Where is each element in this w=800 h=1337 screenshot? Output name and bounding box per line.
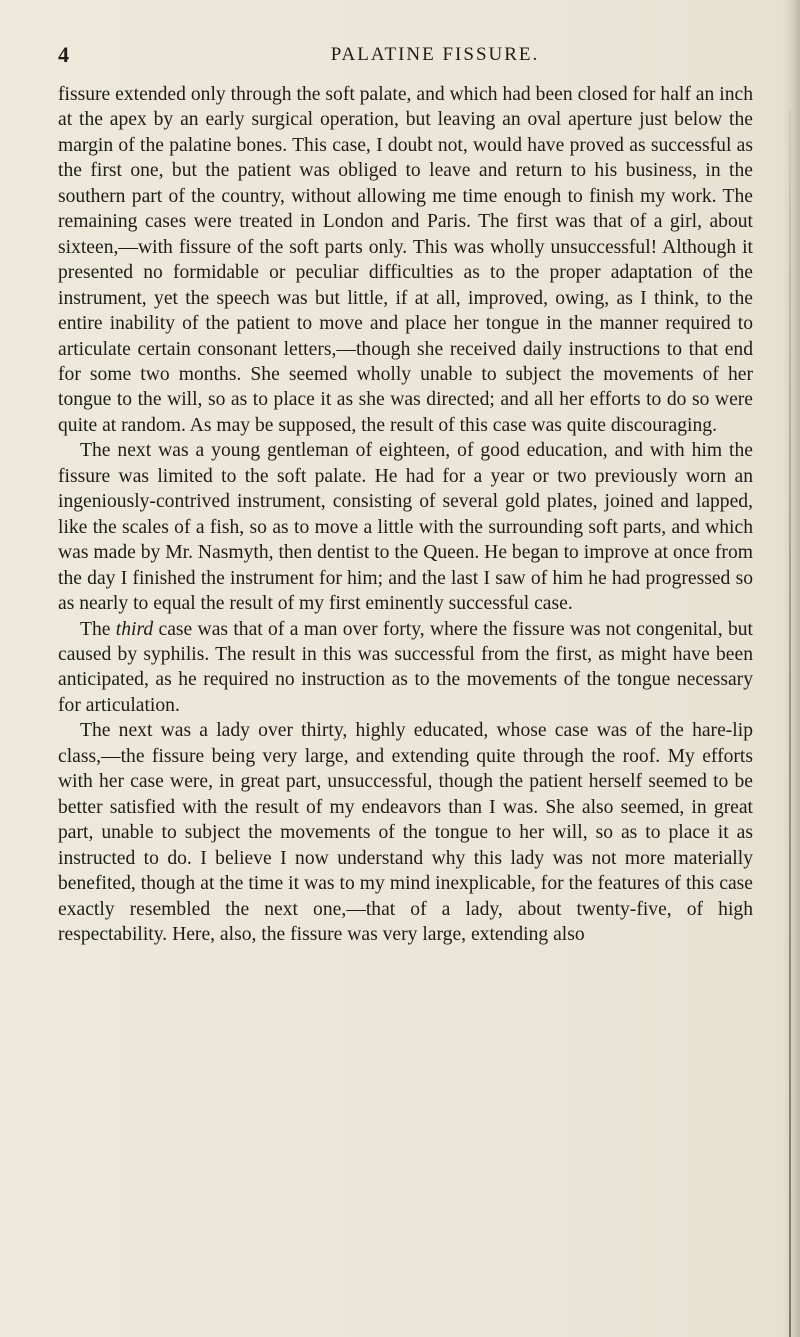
page-edge-line: [789, 110, 791, 1337]
page-edge-shadow: [782, 0, 800, 1337]
paragraph: The third case was that of a man over forty, where the fissure was not congenital, but caused by syphilis. The result in this was successful from the first, as might have been anticipated, as he required no instruction as to the movements of the tongue necessary for articulation.: [58, 618, 753, 716]
page-number: 4: [58, 42, 69, 67]
paragraph-continued: fissure extended only through the soft palate, and which had been closed for half an inch at the apex by an early surgical operation, but leaving an oval aperture just below the margin of the palatine bones. This case, I doubt not, would have proved as successful as the first one, but the patient was obliged to leave and return to his business, in the southern part of the country, without allowing me time enough to finish my work. The remaining cases were treated in London and Paris. The first was that of a girl, about sixteen,—with fissure of the soft parts only. This was wholly unsuccessful! Although it presented no formidable or peculiar difficulties as to the proper adaptation of the instrument, yet the speech was but little, if at all, improved, owing, as I think, to the entire inability of the patient to move and place her tongue in the manner required to articulate certain consonant letters,—though she received daily instructions to that end for some two months. She seemed wholly unable to subject the movements of her tongue to the will, so as to place it as she was directed; and all her efforts to do so were quite at random. As may be supposed, the result of this case was quite discouraging.: [58, 84, 753, 436]
paragraph: The next was a lady over thirty, highly educated, whose case was of the hare-lip class,—the fissure being very large, and extending quite through the roof. My efforts with her case were, in great part, unsuccessful, though the patient herself seemed to be better satisfied with the result of my endeavors than I was. She also seemed, in great part, unable to subject the movements of the tongue to her will, so as to place it as instructed to do. I believe I now understand why this lady was not more materially benefited, though at the time it was to my mind inexplicable, for the features of this case exactly resembled the next one,—that of a lady, about twenty-five, of high respectability. Here, also, the fissure was very large, extending also: [58, 720, 753, 945]
paragraph: The next was a young gentleman of eighteen, of good education, and with him the fissure was limited to the soft palate. He had for a year or two previously worn an ingeniously-contrived instrument, consisting of several gold plates, joined and lapped, like the scales of a fish, so as to move a little with the surrounding soft parts, and which was made by Mr. Nasmyth, then dentist to the Queen. He began to improve at once from the day I finished the instrument for him; and the last I saw of him he had progressed so as nearly to equal the result of my first eminently successful case.: [58, 440, 753, 615]
page-header: [58, 40, 752, 70]
body-text: [58, 82, 753, 947]
running-head: PALATINE FISSURE.: [330, 44, 540, 65]
